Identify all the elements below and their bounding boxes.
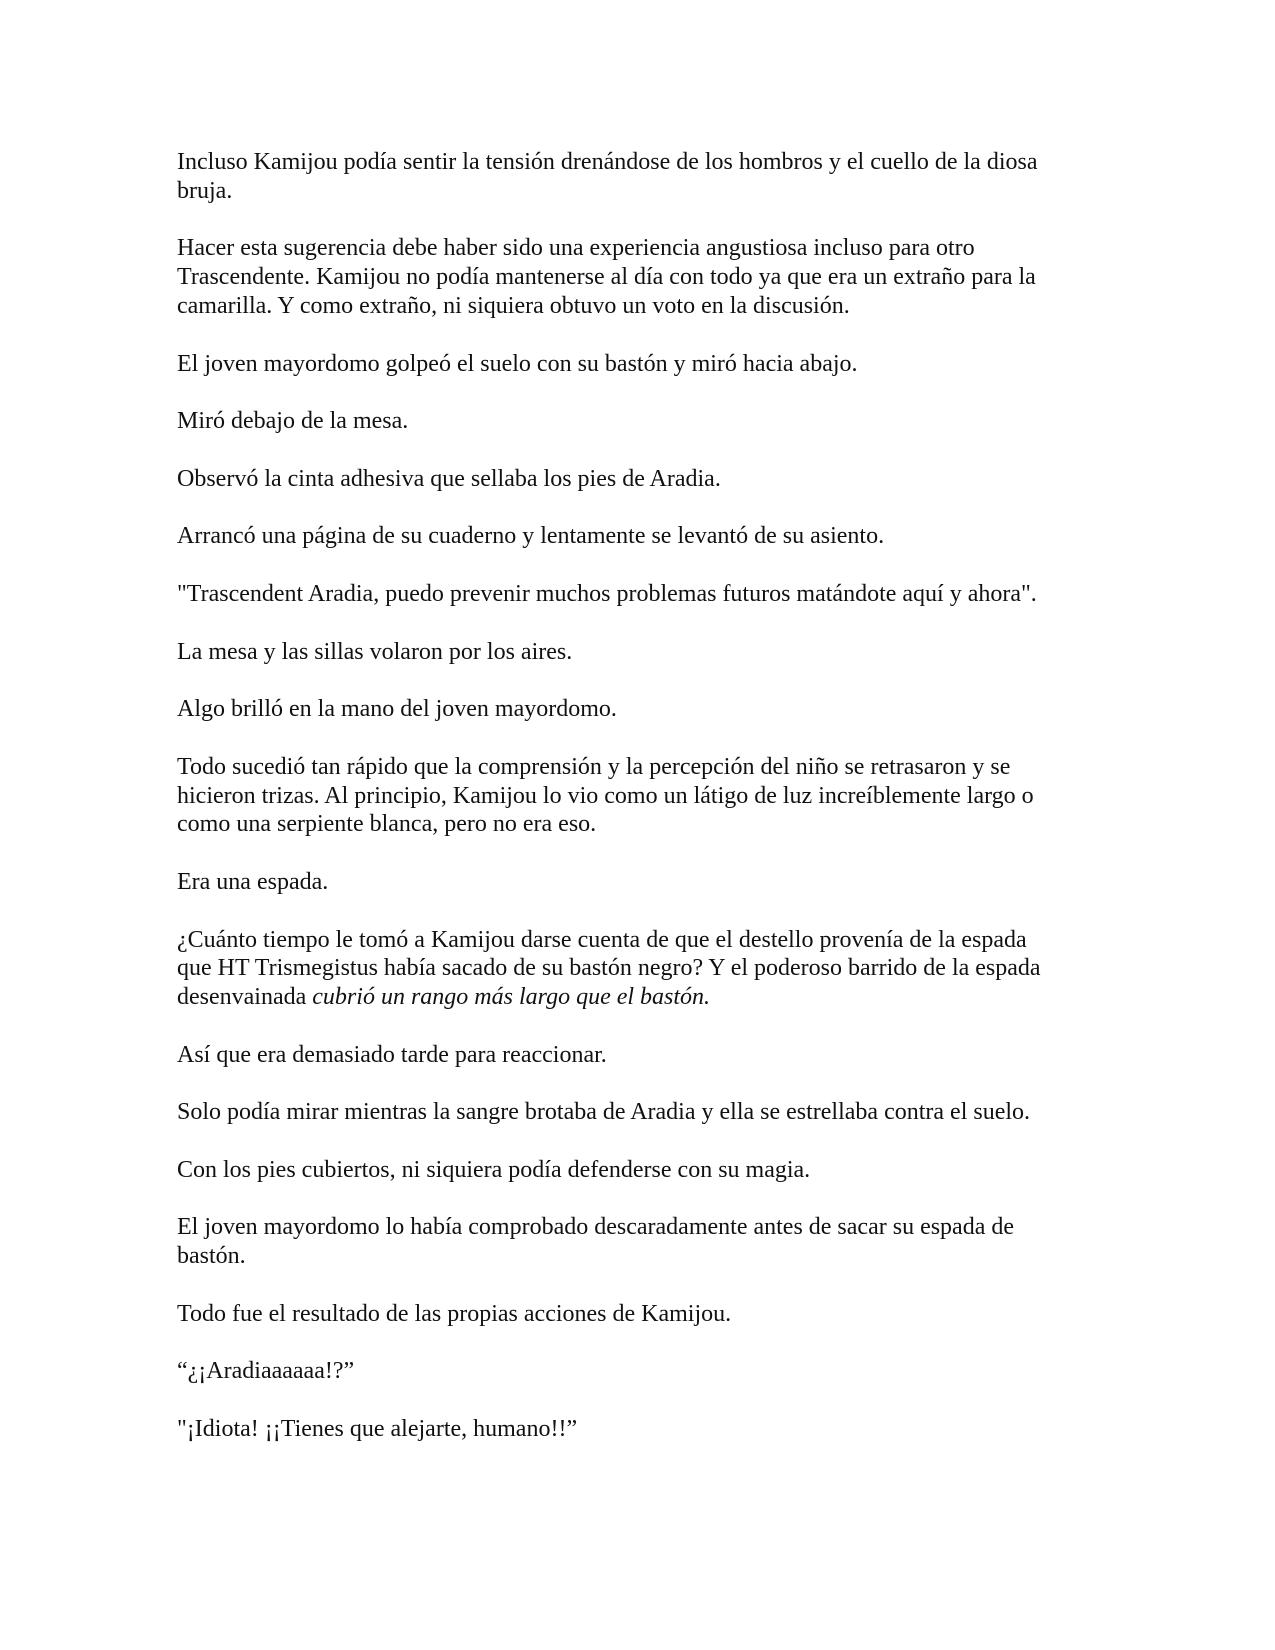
paragraph bbox=[177, 1098, 1097, 1127]
text-line: Era una espada. bbox=[177, 868, 329, 895]
paragraph bbox=[177, 522, 1097, 551]
paragraph bbox=[177, 1041, 1097, 1070]
text-line bbox=[177, 983, 1097, 1012]
paragraph bbox=[177, 926, 1097, 1012]
text-line: Solo podía mirar mientras la sangre brotaba de Aradia y ella se estrellaba contra el suelo. bbox=[177, 1099, 1031, 1126]
paragraph bbox=[177, 1213, 1097, 1271]
text-line: ¿Cuánto tiempo le tomó a Kamijou darse cuenta de que el destello provenía de la espada bbox=[177, 926, 1027, 953]
text-line: bastón. bbox=[177, 1243, 246, 1270]
text-line: camarilla. Y como extraño, ni siquiera obtuvo un voto en la discusión. bbox=[177, 292, 850, 319]
paragraph bbox=[177, 753, 1097, 839]
text-line: Algo brilló en la mano del joven mayordomo. bbox=[177, 696, 617, 723]
text-line: bruja. bbox=[177, 177, 233, 204]
text-line: Incluso Kamijou podía sentir la tensión drenándose de los hombros y el cuello de la diosa bbox=[177, 149, 1038, 175]
paragraph bbox=[177, 580, 1097, 609]
paragraph bbox=[177, 234, 1097, 320]
italic-text: cubrió un rango más largo que el bastón. bbox=[312, 984, 711, 1011]
plain-text: desenvainada bbox=[177, 984, 313, 1011]
text-line: Todo sucedió tan rápido que la comprensión y la percepción del niño se retrasaron y se bbox=[177, 753, 1011, 780]
text-line: Hacer esta sugerencia debe haber sido una experiencia angustiosa incluso para otro bbox=[177, 235, 975, 262]
text-line: Observó la cinta adhesiva que sellaba los pies de Aradia. bbox=[177, 465, 721, 492]
paragraph bbox=[177, 638, 1097, 667]
text-line: El joven mayordomo golpeó el suelo con su bastón y miró hacia abajo. bbox=[177, 350, 858, 377]
text-line: El joven mayordomo lo había comprobado descaradamente antes de sacar su espada de bbox=[177, 1214, 1015, 1241]
text-line: como una serpiente blanca, pero no era eso. bbox=[177, 811, 597, 838]
text-line: Miró debajo de la mesa. bbox=[177, 408, 409, 435]
text-line: Así que era demasiado tarde para reaccionar. bbox=[177, 1041, 607, 1068]
paragraph bbox=[177, 868, 1097, 897]
text-line: que HT Trismegistus había sacado de su bastón negro? Y el poderoso barrido de la espada bbox=[177, 955, 1041, 982]
text-line: La mesa y las sillas volaron por los aires. bbox=[177, 638, 573, 665]
paragraph bbox=[177, 1357, 1097, 1386]
text-line: Arrancó una página de su cuaderno y lentamente se levantó de su asiento. bbox=[177, 523, 885, 550]
paragraph bbox=[177, 695, 1097, 724]
paragraph bbox=[177, 148, 1097, 206]
paragraph bbox=[177, 1156, 1097, 1185]
paragraph bbox=[177, 1415, 1097, 1444]
text-line: “¿¡Aradiaaaaaa!?” bbox=[177, 1358, 355, 1385]
document-page bbox=[177, 148, 1097, 1473]
paragraph bbox=[177, 1300, 1097, 1329]
text-line: "¡Idiota! ¡¡Tienes que alejarte, humano!!” bbox=[177, 1416, 578, 1443]
paragraph bbox=[177, 465, 1097, 494]
paragraph bbox=[177, 350, 1097, 379]
text-line: "Trascendent Aradia, puedo prevenir muchos problemas futuros matándote aquí y ahora". bbox=[177, 580, 1037, 607]
text-line: Con los pies cubiertos, ni siquiera podía defenderse con su magia. bbox=[177, 1156, 811, 1183]
text-line: Todo fue el resultado de las propias acciones de Kamijou. bbox=[177, 1300, 732, 1327]
paragraph bbox=[177, 407, 1097, 436]
text-line: Trascendente. Kamijou no podía mantenerse al día con todo ya que era un extraño para la bbox=[177, 264, 1036, 291]
text-line: hicieron trizas. Al principio, Kamijou lo vio como un látigo de luz increíblemente largo o bbox=[177, 782, 1034, 809]
